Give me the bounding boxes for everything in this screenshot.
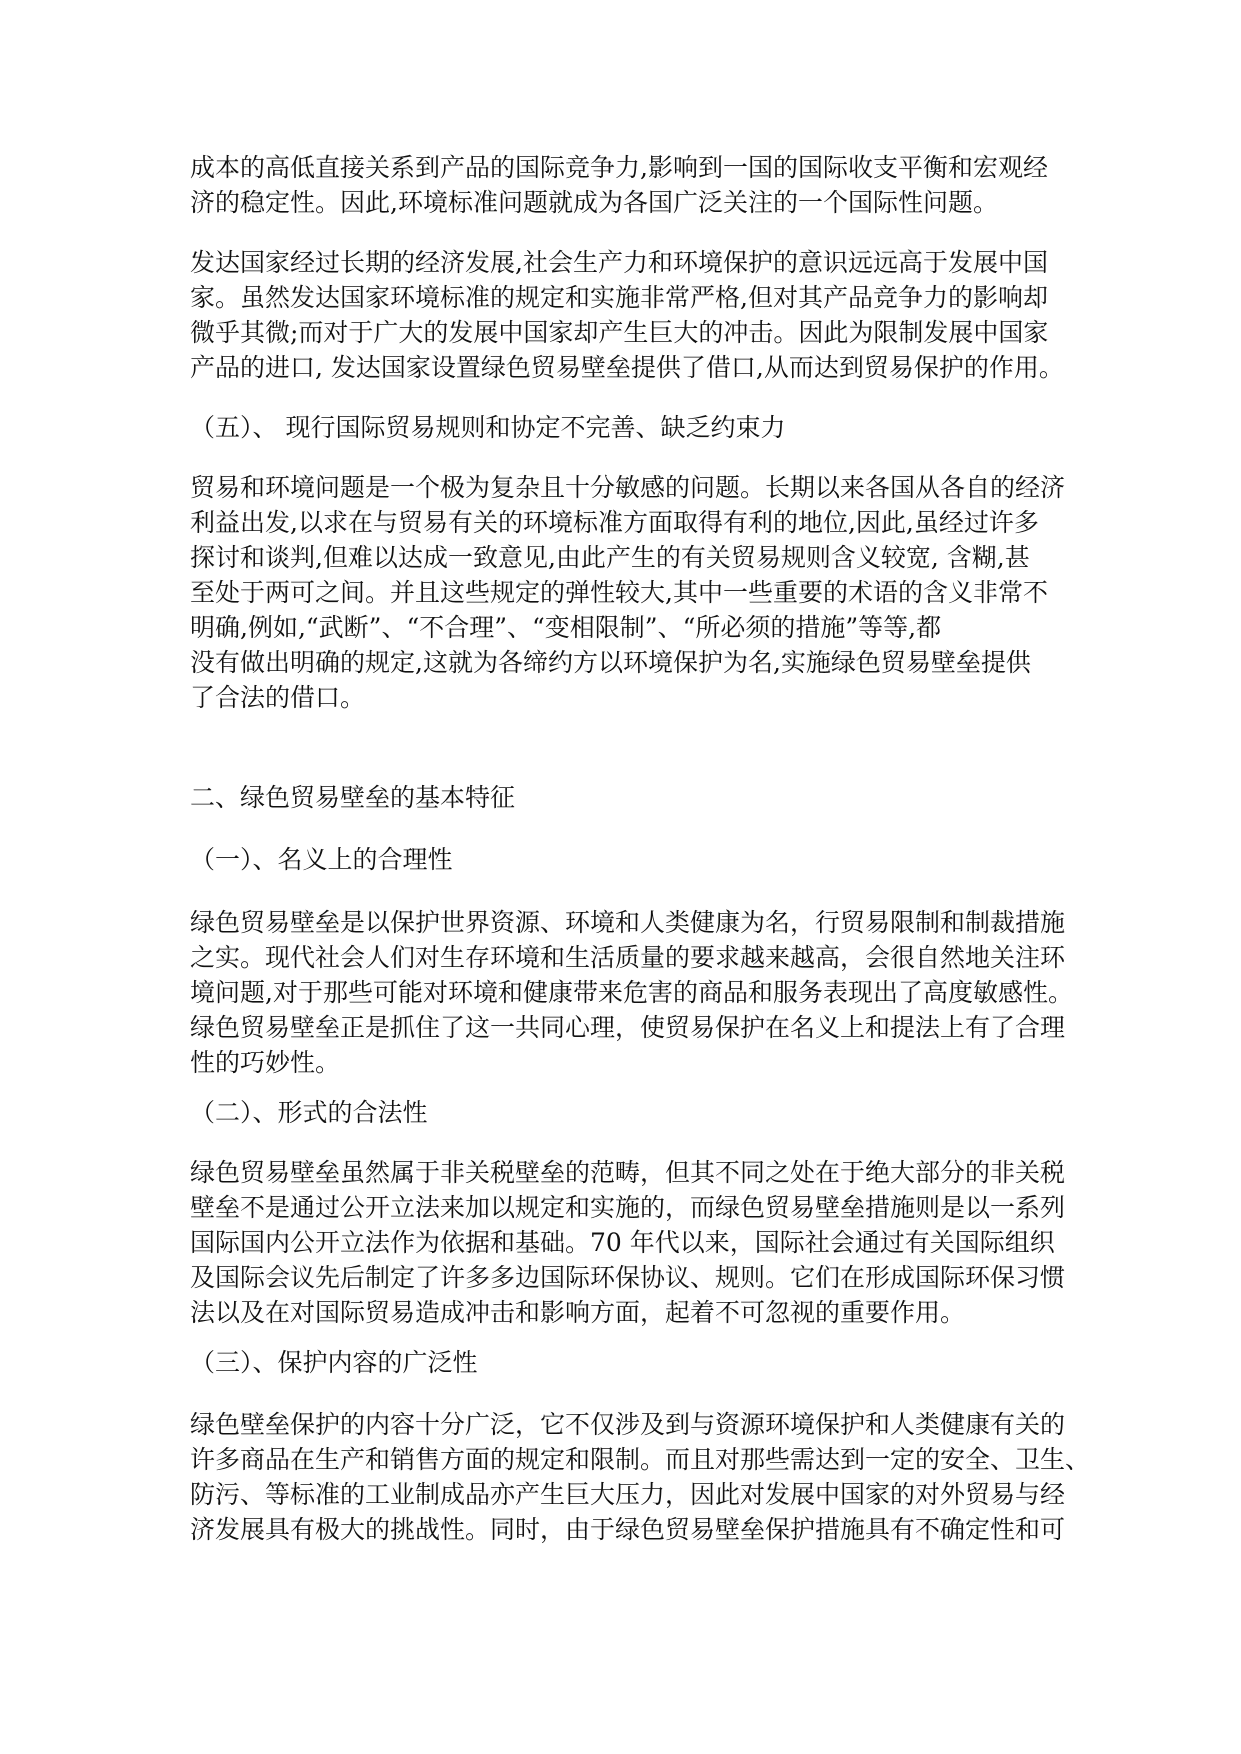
heading-subsection-2: [190, 1095, 1070, 1130]
paragraph-trade-environment: [190, 470, 1070, 715]
paragraph-cost-competitiveness: [190, 150, 1070, 220]
heading-subsection-1: [190, 842, 1070, 877]
heading-part-2: [190, 780, 1070, 815]
text-line: 利益出发,以求在与贸易有关的环境标准方面取得有利的地位,因此,虽经过许多: [190, 508, 1039, 537]
section-heading: （三）、保护内容的广泛性: [190, 1348, 478, 1377]
text-line: 济的稳定性。因此,环境标准问题就成为各国广泛关注的一个国际性问题。: [190, 188, 998, 217]
text-line: 壁垒不是通过公开立法来加以规定和实施的，而绿色贸易壁垒措施则是以一系列: [190, 1193, 1066, 1222]
text-line: 法以及在对国际贸易造成冲击和影响方面，起着不可忽视的重要作用。: [190, 1298, 966, 1327]
chapter-heading: 二、绿色贸易壁垒的基本特征: [190, 783, 516, 812]
text-line: 家。虽然发达国家环境标准的规定和实施非常严格,但对其产品竞争力的影响却: [190, 283, 1048, 312]
heading-section-5: [190, 410, 1070, 445]
section-heading: （五）、 现行国际贸易规则和协定不完善、缺乏约束力: [190, 413, 786, 442]
text-line: 之实。现代社会人们对生存环境和生活质量的要求越来越高，会很自然地关注环: [190, 943, 1066, 972]
heading-subsection-3: [190, 1345, 1070, 1380]
text-line: 发达国家经过长期的经济发展,社会生产力和环境保护的意识远远高于发展中国: [190, 248, 1048, 277]
text-line: 绿色贸易壁垒虽然属于非关税壁垒的范畴，但其不同之处在于绝大部分的非关税: [190, 1158, 1066, 1187]
text-line: 绿色贸易壁垒是以保护世界资源、环境和人类健康为名，行贸易限制和制裁措施: [190, 908, 1066, 937]
section-heading: （一）、名义上的合理性: [190, 845, 453, 874]
paragraph-developed-countries: [190, 245, 1070, 385]
text-line: 至处于两可之间。并且这些规定的弹性较大,其中一些重要的术语的含义非常不: [190, 578, 1048, 607]
text-line: 防污、等标准的工业制成品亦产生巨大压力，因此对发展中国家的对外贸易与经: [190, 1480, 1066, 1509]
text-line: 性的巧妙性。: [190, 1048, 341, 1077]
text-line: 没有做出明确的规定,这就为各缔约方以环境保护为名,实施绿色贸易壁垒提供: [190, 648, 1031, 677]
text-line: 产品的进口, 发达国家设置绿色贸易壁垒提供了借口,从而达到贸易保护的作用。: [190, 353, 1064, 382]
text-line: 许多商品在生产和销售方面的规定和限制。而且对那些需达到一定的安全、卫生、: [190, 1445, 1091, 1474]
section-heading: （二）、形式的合法性: [190, 1098, 428, 1127]
text-line: 成本的高低直接关系到产品的国际竞争力,影响到一国的国际收支平衡和宏观经: [190, 153, 1048, 182]
text-line: 了合法的借口。: [190, 683, 366, 712]
text-line: 绿色贸易壁垒正是抓住了这一共同心理，使贸易保护在名义上和提法上有了合理: [190, 1013, 1066, 1042]
text-line: 及国际会议先后制定了许多多边国际环保协议、规则。它们在形成国际环保习惯: [190, 1263, 1066, 1292]
text-line: 国际国内公开立法作为依据和基础。70 年代以来，国际社会通过有关国际组织: [190, 1228, 1055, 1257]
text-line: 微乎其微;而对于广大的发展中国家却产生巨大的冲击。因此为限制发展中国家: [190, 318, 1049, 347]
text-line: 济发展具有极大的挑战性。同时，由于绿色贸易壁垒保护措施具有不确定性和可: [190, 1515, 1066, 1544]
paragraph-broad-protection: [190, 1407, 1091, 1547]
text-line: 贸易和环境问题是一个极为复杂且十分敏感的问题。长期以来各国从各自的经济: [190, 473, 1066, 502]
text-line: 明确,例如,“武断”、“不合理”、“变相限制”、“所必须的措施”等等,都: [190, 613, 942, 642]
text-line: 探讨和谈判,但难以达成一致意见,由此产生的有关贸易规则含义较宽, 含糊,甚: [190, 543, 1030, 572]
text-line: 绿色壁垒保护的内容十分广泛，它不仅涉及到与资源环境保护和人类健康有关的: [190, 1410, 1066, 1439]
paragraph-nominal-rationality: [190, 905, 1073, 1080]
text-line: 境问题,对于那些可能对环境和健康带来危害的商品和服务表现出了高度敏感性。: [190, 978, 1073, 1007]
paragraph-formal-legality: [190, 1155, 1070, 1330]
